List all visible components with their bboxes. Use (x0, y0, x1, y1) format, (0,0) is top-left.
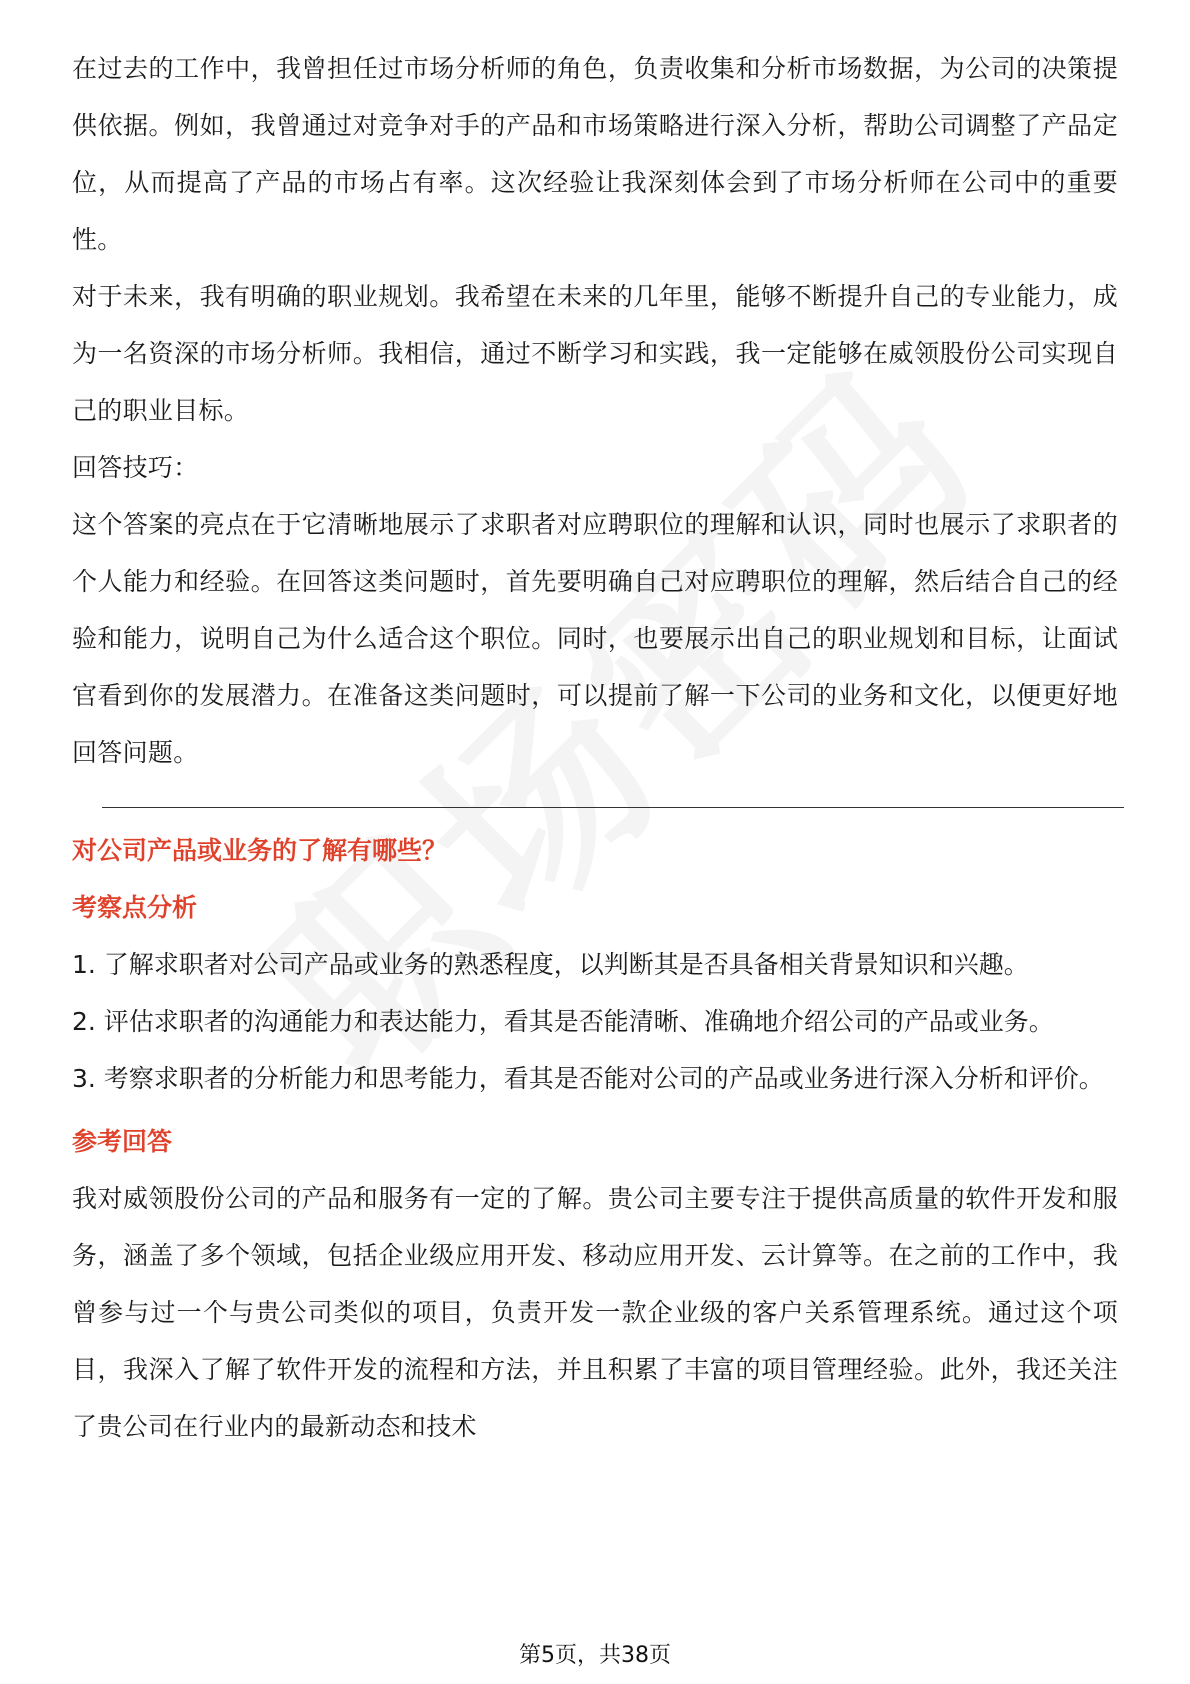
section-divider (102, 807, 1124, 808)
document-page (72, 40, 1118, 1455)
analysis-item: 3. 考察求职者的分析能力和思考能力，看其是否能对公司的产品或业务进行深入分析和评价。 (72, 1064, 1104, 1093)
answer-tips-label: 回答技巧： (72, 453, 199, 482)
analysis-item: 2. 评估求职者的沟通能力和表达能力，看其是否能清晰、准确地介绍公司的产品或业务。 (72, 1007, 1054, 1036)
paragraph-answer-tips: 这个答案的亮点在于它清晰地展示了求职者对应聘职位的理解和认识，同时也展示了求职者的个人能力和经验。在回答这类问题时，首先要明确自己对应聘职位的理解，然后结合自己的经验和能力，说明自己为什么适合这个职位。同时，也要展示出自己的职业规划和目标，让面试官看到你的发展潜力。在准备这类问题时，可以提前了解一下公司的业务和文化，以便更好地回答问题。 (72, 510, 1118, 767)
question-title: 对公司产品或业务的了解有哪些？ (72, 836, 448, 865)
paragraph-career-plan: 对于未来，我有明确的职业规划。我希望在未来的几年里，能够不断提升自己的专业能力，成为一名资深的市场分析师。我相信，通过不断学习和实践，我一定能够在威领股份公司实现自己的职业目标。 (72, 282, 1118, 425)
analysis-heading: 考察点分析 (72, 893, 198, 922)
reference-answer: 我对威领股份公司的产品和服务有一定的了解。贵公司主要专注于提供高质量的软件开发和服务，涵盖了多个领域，包括企业级应用开发、移动应用开发、云计算等。在之前的工作中，我曾参与过一个与贵公司类似的项目，负责开发一款企业级的客户关系管理系统。通过这个项目，我深入了解了软件开发的流程和方法，并且积累了丰富的项目管理经验。此外，我还关注了贵公司在行业内的最新动态和技术 (72, 1184, 1118, 1441)
page-number: 第5页，共38页 (519, 1643, 671, 1668)
reference-heading: 参考回答 (72, 1127, 173, 1156)
analysis-item: 1. 了解求职者对公司产品或业务的熟悉程度，以判断其是否具备相关背景知识和兴趣。 (72, 950, 1029, 979)
paragraph-experience: 在过去的工作中，我曾担任过市场分析师的角色，负责收集和分析市场数据，为公司的决策提供依据。例如，我曾通过对竞争对手的产品和市场策略进行深入分析，帮助公司调整了产品定位，从而提高了产品的市场占有率。这次经验让我深刻体会到了市场分析师在公司中的重要性。 (72, 54, 1118, 254)
